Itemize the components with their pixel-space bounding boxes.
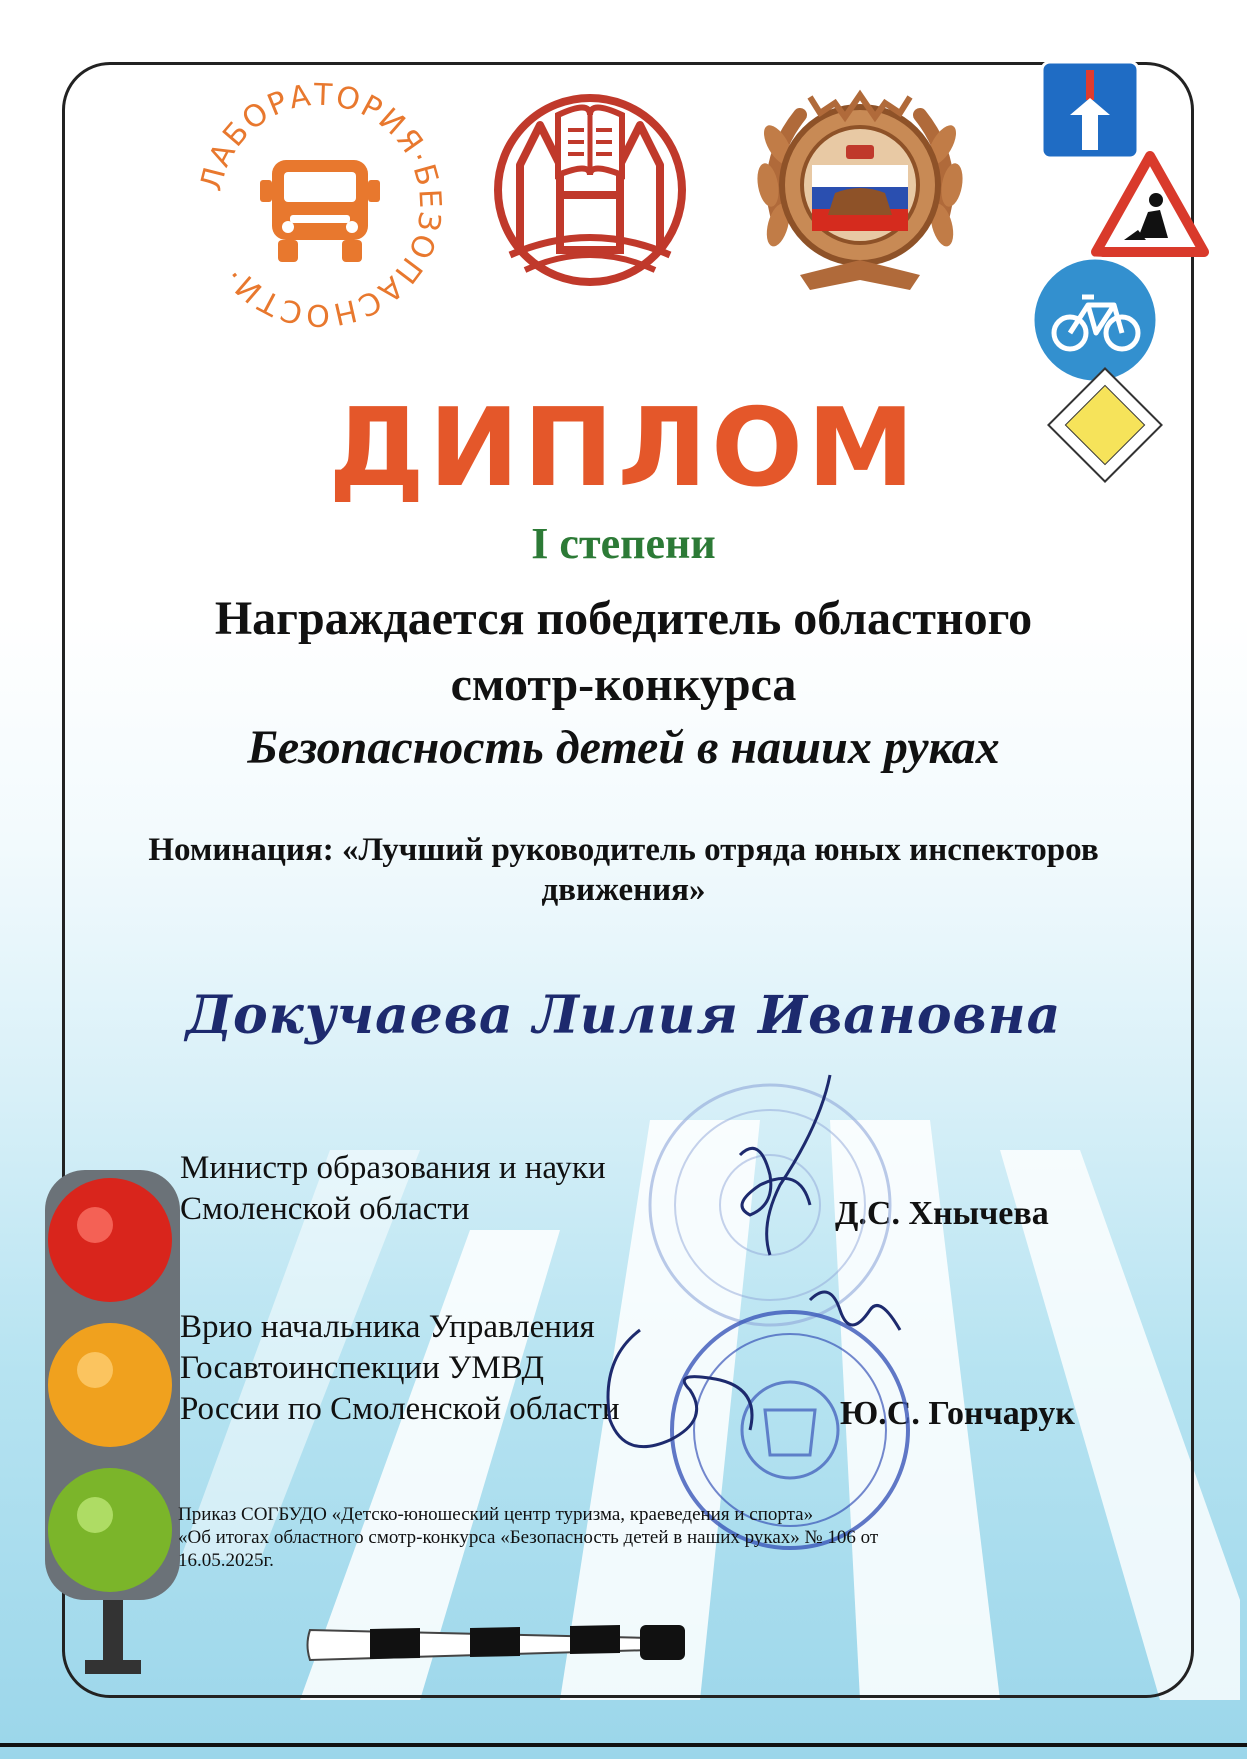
- traffic-light-icon: [25, 1160, 195, 1680]
- fortress-book-logo: [480, 80, 700, 290]
- svg-text:ЛАБОРАТОРИЯ·БЕЗОПАСНОСТИ·: ЛАБОРАТОРИЯ·БЕЗОПАСНОСТИ·: [193, 77, 448, 333]
- signatory-1-name: Д.С. Хнычева: [835, 1195, 1049, 1232]
- order-line-3: 16.05.2025г.: [178, 1550, 274, 1571]
- one-way-arrow-sign-icon: [1040, 60, 1140, 160]
- order-line-2: «Об итогах областного смотр-конкурса «Безопасность детей в наших руках» № 106 от: [178, 1527, 879, 1548]
- signatory-2-position-line-2: Госавтоинспекции УМВД: [180, 1350, 544, 1386]
- recipient-name: Докучаева Лилия Ивановна: [185, 985, 1062, 1046]
- barrier-gate-icon: [300, 1610, 690, 1680]
- order-line-1: Приказ СОГБУДО «Детско-юношеский центр туризма, краеведения и спорта»: [178, 1504, 814, 1525]
- signatory-1-position: [180, 1148, 606, 1230]
- signatory-2-position: [180, 1307, 620, 1430]
- diploma-title: ДИПЛОМ: [328, 386, 919, 511]
- lab-of-safety-logo: [190, 75, 450, 335]
- diploma-degree: I степени: [531, 519, 716, 568]
- award-line-2: смотр-конкурса: [450, 658, 797, 711]
- nomination-line-1: Номинация: «Лучший руководитель отряда юных инспекторов: [148, 832, 1099, 868]
- traffic-police-emblem: [740, 75, 980, 305]
- road-works-sign-icon: [1090, 150, 1210, 260]
- signatory-1-position-line-1: Министр образования и науки: [180, 1150, 606, 1186]
- handwritten-signature-1: [700, 1065, 870, 1265]
- signatory-1-position-line-2: Смоленской области: [180, 1191, 470, 1227]
- contest-name: Безопасность детей в наших руках: [247, 721, 1000, 774]
- handwritten-signature-2: [580, 1270, 940, 1470]
- signatory-2-position-line-3: России по Смоленской области: [180, 1391, 620, 1427]
- signatory-2-position-line-1: Врио начальника Управления: [180, 1309, 595, 1345]
- award-line-1: Награждается победитель областного: [214, 592, 1033, 645]
- signatory-2-name: Ю.С. Гончарук: [840, 1395, 1075, 1432]
- bottom-border-line: [0, 1743, 1247, 1747]
- order-reference: [178, 1503, 1098, 1572]
- nomination-line-2: движения»: [541, 872, 706, 908]
